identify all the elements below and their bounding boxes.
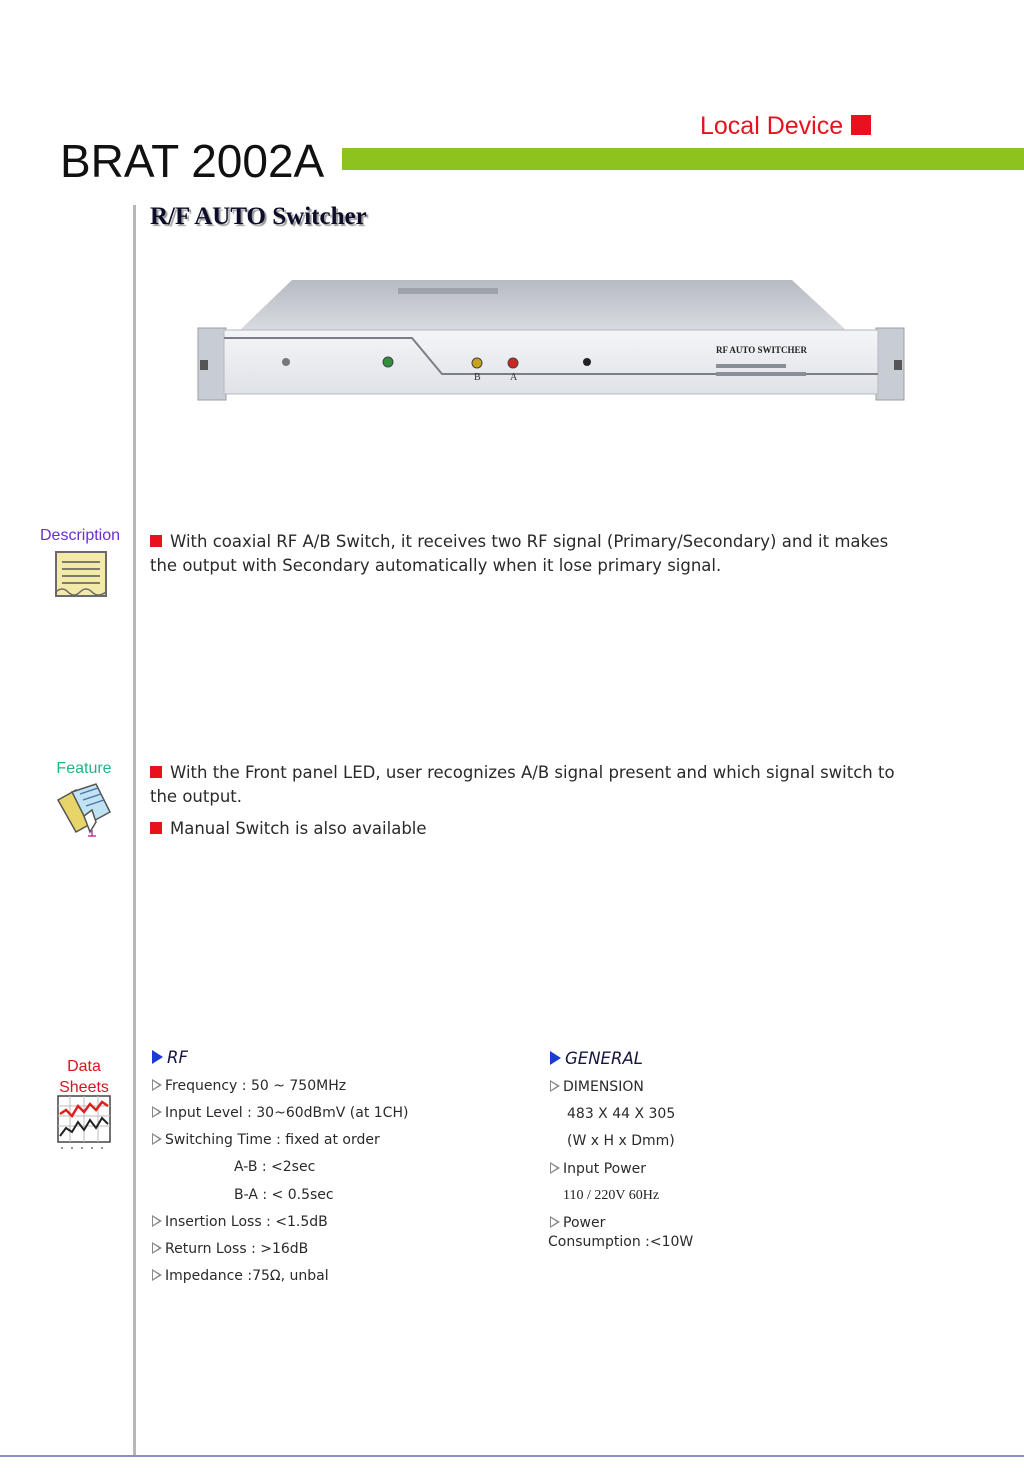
category-text: Local Device — [700, 112, 844, 140]
rf-switching-ba: B-A : < 0.5sec — [234, 1187, 334, 1203]
general-input-power-text: Input Power — [563, 1161, 647, 1177]
red-bullet-icon — [150, 766, 162, 778]
description-body: With coaxial RF A/B Switch, it receives two RF signal (Primary/Secondary) and it makes the output with Secondary automatically when it lose primary signal. — [150, 532, 889, 575]
rf-return-loss — [152, 1241, 308, 1257]
rf-switching-ab: A-B : <2sec — [234, 1159, 316, 1175]
general-dimension-units: (W x H x Dmm) — [567, 1133, 675, 1149]
feature-label: Feature — [56, 760, 112, 777]
feature-item-1-text: With the Front panel LED, user recognizes A/B signal present and which signal switch to the output. — [150, 763, 895, 806]
general-power — [550, 1215, 605, 1231]
description-label: Description — [39, 527, 121, 544]
manual-button — [583, 358, 591, 366]
general-power-text: Power — [563, 1215, 606, 1231]
panel-logo-text — [716, 372, 806, 376]
general-dimension-text: DIMENSION — [563, 1079, 644, 1095]
feature-item-2 — [150, 817, 895, 841]
hollow-triangle-icon — [152, 1215, 162, 1227]
page-title: BRAT 2002A — [60, 135, 325, 187]
rf-impedance-text: Impedance :75Ω, unbal — [165, 1268, 329, 1284]
product-subtitle: R/F AUTO Switcher — [150, 203, 367, 230]
rf-input-level-text: Input Level : 30~60dBmV (at 1CH) — [165, 1105, 409, 1121]
notepad-icon — [54, 550, 110, 598]
triangle-bullet-icon — [152, 1050, 163, 1064]
datasheets-label-line1: Data — [67, 1058, 101, 1075]
red-bullet-icon — [150, 535, 162, 547]
hollow-triangle-icon — [152, 1133, 162, 1145]
feature-item-2-text: Manual Switch is also available — [170, 819, 427, 838]
rf-insertion-loss — [152, 1214, 328, 1230]
general-input-power — [550, 1161, 646, 1177]
panel-brand: RF AUTO SWITCHER — [716, 345, 808, 355]
rack-hole-left — [200, 360, 208, 370]
triangle-bullet-icon — [550, 1051, 561, 1065]
vertical-divider — [133, 205, 136, 1457]
general-dimension-value: 483 X 44 X 305 — [567, 1106, 676, 1122]
panel-mark-a: A — [510, 372, 518, 383]
panel-model-text — [716, 364, 786, 368]
category-label — [700, 112, 871, 141]
general-dimension — [550, 1079, 644, 1095]
general-consumption: Consumption :<10W — [548, 1234, 694, 1250]
device-photo — [190, 278, 912, 408]
rf-frequency — [152, 1078, 346, 1094]
feature-item-1 — [150, 761, 895, 809]
hollow-triangle-icon — [152, 1106, 162, 1118]
rack-hole-right — [894, 360, 902, 370]
rf-frequency-text: Frequency : 50 ~ 750MHz — [165, 1078, 347, 1094]
rf-input-level — [152, 1105, 408, 1121]
rf-impedance — [152, 1268, 329, 1284]
rf-heading-text: RF — [167, 1048, 188, 1067]
description-text — [150, 530, 895, 578]
panel-mark-b: B — [474, 372, 481, 383]
rf-return-loss-text: Return Loss : >16dB — [165, 1241, 309, 1257]
folder-document-icon — [54, 782, 114, 838]
chart-icon — [56, 1094, 112, 1150]
rf-switching-time-text: Switching Time : fixed at order — [165, 1132, 380, 1148]
datasheets-label-line2: Sheets — [59, 1079, 109, 1096]
led-green — [383, 357, 393, 367]
hollow-triangle-icon — [550, 1216, 560, 1228]
rf-switching-time — [152, 1132, 380, 1148]
title-accent-bar — [342, 148, 1024, 170]
rf-heading — [152, 1048, 188, 1067]
power-switch — [282, 358, 290, 366]
led-a — [508, 358, 518, 368]
red-bullet-icon — [150, 822, 162, 834]
hollow-triangle-icon — [152, 1079, 162, 1091]
hollow-triangle-icon — [550, 1080, 560, 1092]
chassis-top — [240, 280, 846, 330]
front-panel — [224, 330, 878, 394]
led-b — [472, 358, 482, 368]
hollow-triangle-icon — [152, 1242, 162, 1254]
footer-rule — [0, 1455, 1024, 1457]
red-square-icon — [851, 115, 871, 135]
general-heading-text: GENERAL — [565, 1049, 643, 1068]
rf-insertion-loss-text: Insertion Loss : <1.5dB — [165, 1214, 328, 1230]
general-input-power-value: 110 / 220V 60Hz — [563, 1188, 660, 1203]
hollow-triangle-icon — [550, 1162, 560, 1174]
datasheets-label — [34, 1056, 134, 1098]
chassis-label-strip — [398, 288, 498, 294]
hollow-triangle-icon — [152, 1269, 162, 1281]
general-heading — [550, 1049, 643, 1068]
